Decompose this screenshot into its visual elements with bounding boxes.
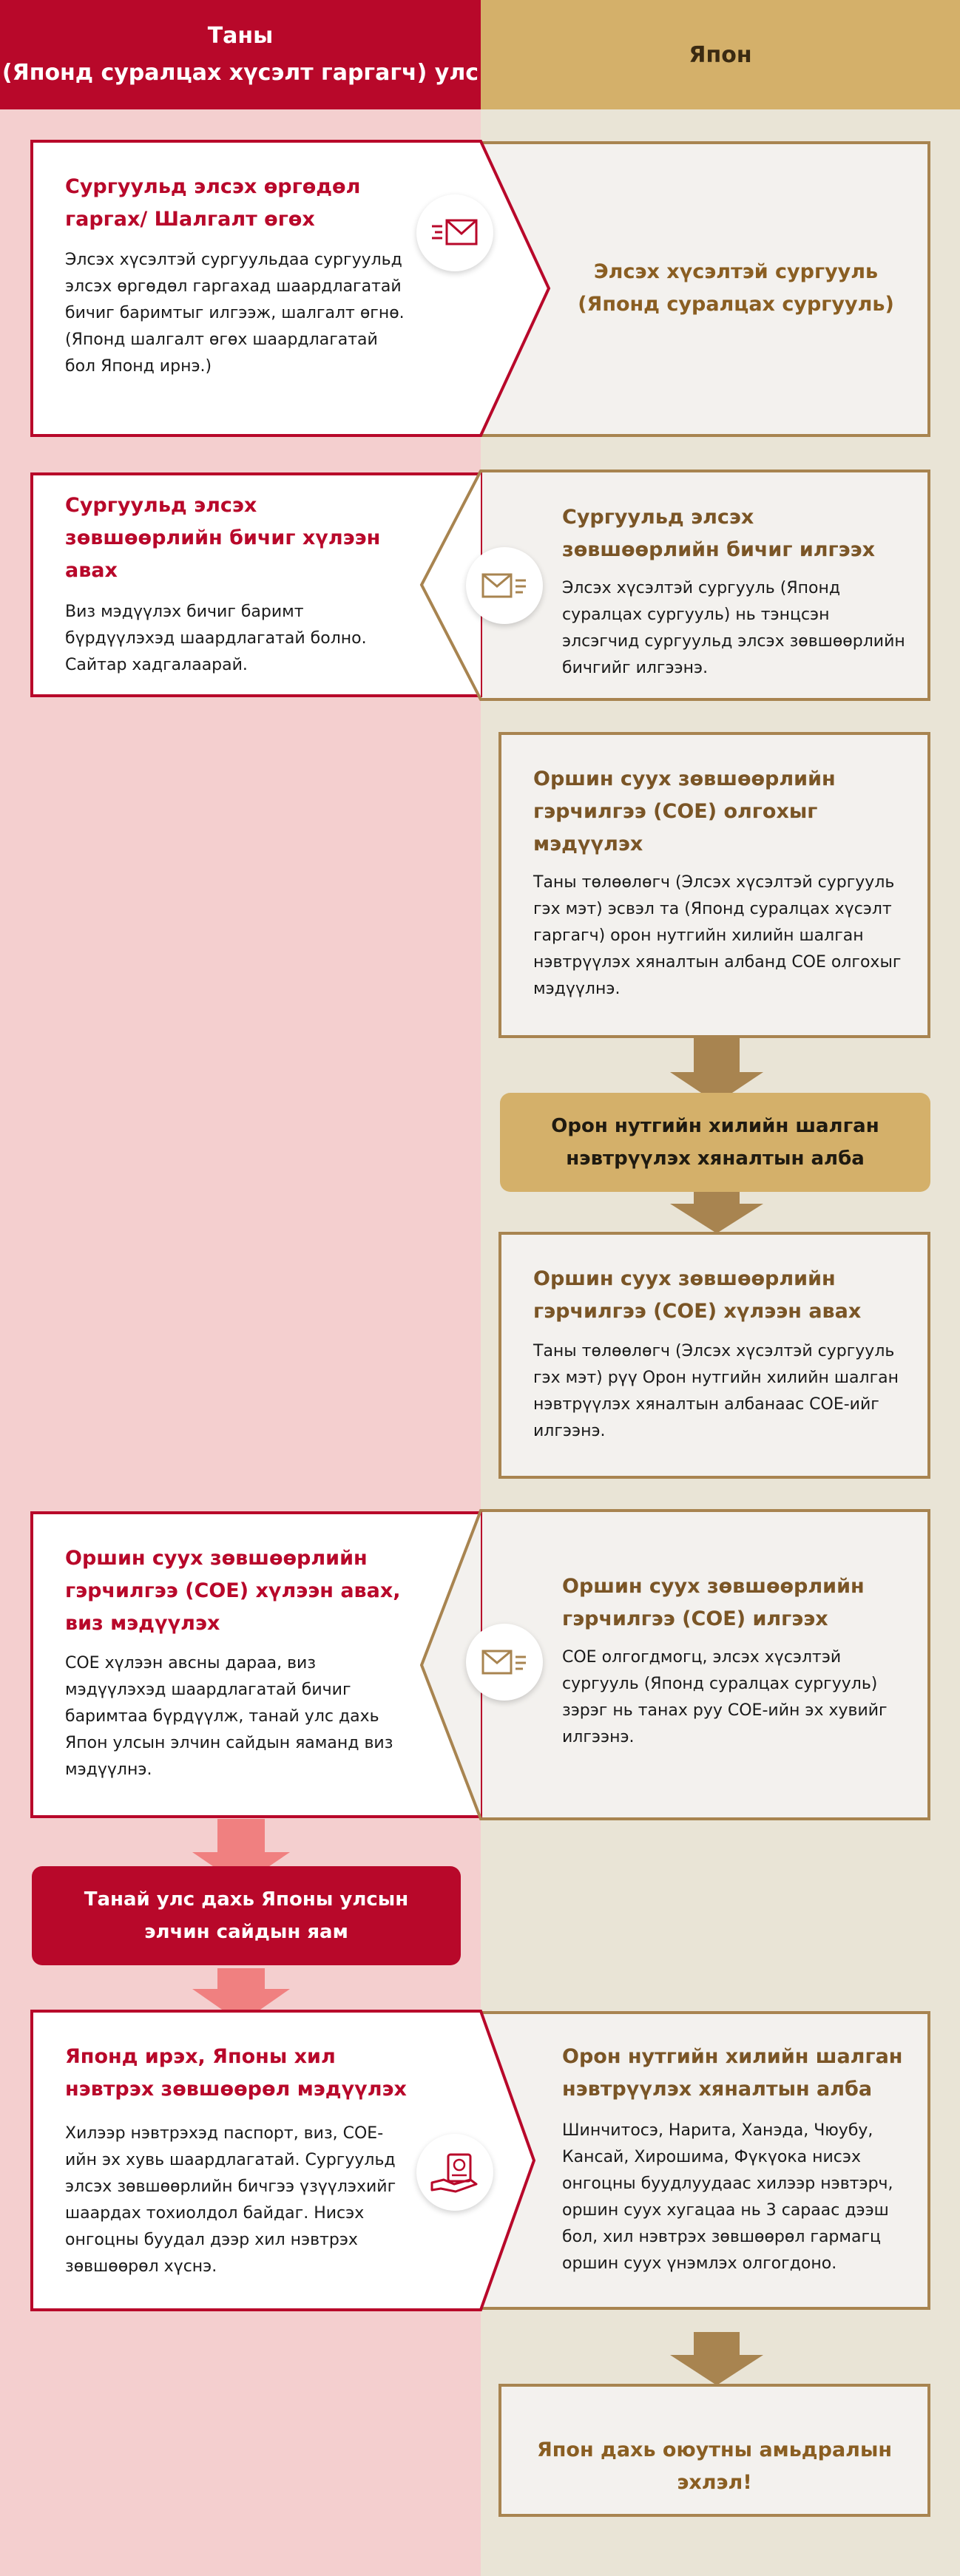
step5-left-body-text: COE хүлээн авсны дараа, виз мэдүүлэхэд шаардлагатай бичиг баримтаа бүрдүүлж, танай улс дахь Япон улсын элчин сайдын яаманд виз мэдүүлнэ. [65, 1654, 393, 1779]
step6-left-title-text: Японд ирэх, Японы хил нэвтрэх зөвшөөрөл мэдүүлэх [65, 2045, 407, 2101]
step1-right-title: Элсэх хүсэлтэй сургууль (Японд суралцах сургууль) [578, 260, 894, 316]
mail-icon [466, 1624, 543, 1701]
step2-left-title-text: Сургуульд элсэх зөвшөөрлийн бичиг хүлээн авах [65, 494, 381, 582]
step5-right-body [562, 1634, 910, 1751]
immigration-office-box [500, 1093, 930, 1192]
step4-title [533, 1263, 903, 1328]
step2-left-body-text: Виз мэдүүлэх бичиг баримт бүрдүүлэхэд шаардлагатай болно. Сайтар хадгалаарай. [65, 603, 367, 674]
step6-right-body-text: Шинчитосэ, Нарита, Ханэда, Чюубу, Кансай, Хирошима, Фүкүока нисэх онгоцны буудлуудаас хилээр нэвтэрч, оршин суух хугацаа нь 3 сараас дээш бол, хил нэвтрэх зөвшөөрөл гармагц оршин суух үнэмлэх олгогдоно. [562, 2121, 893, 2273]
mail-icon [466, 547, 543, 624]
step1-left-title [65, 171, 376, 236]
header-right-label: Япон [689, 41, 752, 68]
step1-left-body-text: Элсэх хүсэлтэй сургуульдаа сургуульд элсэх өргөдөл гаргахад шаардлагатай бичиг баримтыг илгээж, шалгалт өгнө. (Японд шалгалт өгөх шаардлагатай бол Японд ирнэ.) [65, 251, 405, 376]
step2-right-title-text: Сургуульд элсэх зөвшөөрлийн бичиг илгээх [562, 506, 876, 561]
step6-left-body [65, 2110, 405, 2280]
immigration-office-label: Орон нутгийн хилийн шалган нэвтрүүлэх хяналтын алба [551, 1115, 879, 1170]
final-message: Япон дахь оюутны амьдралын эхлэл! [536, 2438, 893, 2494]
step6-right-body [562, 2107, 910, 2277]
step4-body-text: Таны төлөөлөгч (Элсэх хүсэлтэй сургууль гэх мэт) рүү Орон нутгийн хилийн шалган нэвтрүүлэх хяналтын албанаас COE-ийг илгээнэ. [533, 1342, 899, 1440]
mail-send-icon [416, 194, 493, 271]
step6-right-title-text: Орон нутгийн хилийн шалган нэвтрүүлэх хяналтын алба [562, 2045, 903, 2101]
step1-left-body [65, 237, 413, 380]
step4-title-text: Оршин суух зөвшөөрлийн гэрчилгээ (COE) хүлээн авах [533, 1267, 862, 1323]
step3-body [533, 859, 910, 1003]
step6-left-body-text: Хилээр нэвтрэхэд паспорт, виз, COE-ийн эх хувь шаардлагатай. Сургуульд элсэх зөвшөөрлийн бичгээ үзүүлэхийг шаардах тохиолдол байдаг. Нисэх онгоцны буудал дээр хил нэвтрэх зөвшөөрөл хүснэ. [65, 2124, 396, 2276]
step5-right-body-text: COE олгогдмогц, элсэх хүсэлтэй сургууль (Японд суралцах сургууль) зэрэг нь танах руу COE-ийн эх хувийг илгээнэ. [562, 1648, 888, 1746]
step2-right-title [562, 501, 902, 566]
step5-left-title-text: Оршин суух зөвшөөрлийн гэрчилгээ (COE) хүлээн авах, виз мэдүүлэх [65, 1547, 401, 1635]
step3-body-text: Таны төлөөлөгч (Элсэх хүсэлтэй сургууль гэх мэт) эсвэл та (Японд суралцах хүсэлт гаргагч) орон нутгийн хилийн шалган нэвтрүүлэх хяналтын албанд COE олгохыг мэдүүлнэ. [533, 873, 902, 998]
step6-right-title [562, 2041, 910, 2106]
step2-left-body [65, 589, 413, 679]
step3-title-text: Оршин суух зөвшөөрлийн гэрчилгээ (COE) олгохыг мэдүүлэх [533, 767, 836, 855]
step5-right-title [562, 1570, 902, 1636]
step1-left-title-text: Сургуульд элсэх өргөдөл гаргах/ Шалгалт өгөх [65, 175, 361, 231]
step5-left-body [65, 1640, 413, 1783]
step5-right-title-text: Оршин суух зөвшөөрлийн гэрчилгээ (COE) илгээх [562, 1575, 865, 1630]
header-left-line1: Таны [207, 23, 274, 49]
step3-title [533, 763, 903, 861]
step6-left-title [65, 2041, 413, 2106]
step5-left-title [65, 1542, 413, 1640]
step2-right-body [562, 565, 910, 682]
embassy-box [32, 1866, 461, 1965]
embassy-label: Танай улс дахь Японы улсын элчин сайдын яам [84, 1888, 409, 1943]
step2-right-body-text: Элсэх хүсэлтэй сургууль (Японд суралцах сургууль) нь тэнцсэн элсэгчид сургуульд элсэх зөвшөөрлийн бичгийг илгээнэ. [562, 579, 905, 677]
step2-left-title [65, 489, 391, 587]
passport-icon [416, 2134, 493, 2211]
step4-body [533, 1328, 910, 1445]
header-left-line2: (Японд суралцах хүсэлт гаргагч) улс [1, 60, 479, 86]
